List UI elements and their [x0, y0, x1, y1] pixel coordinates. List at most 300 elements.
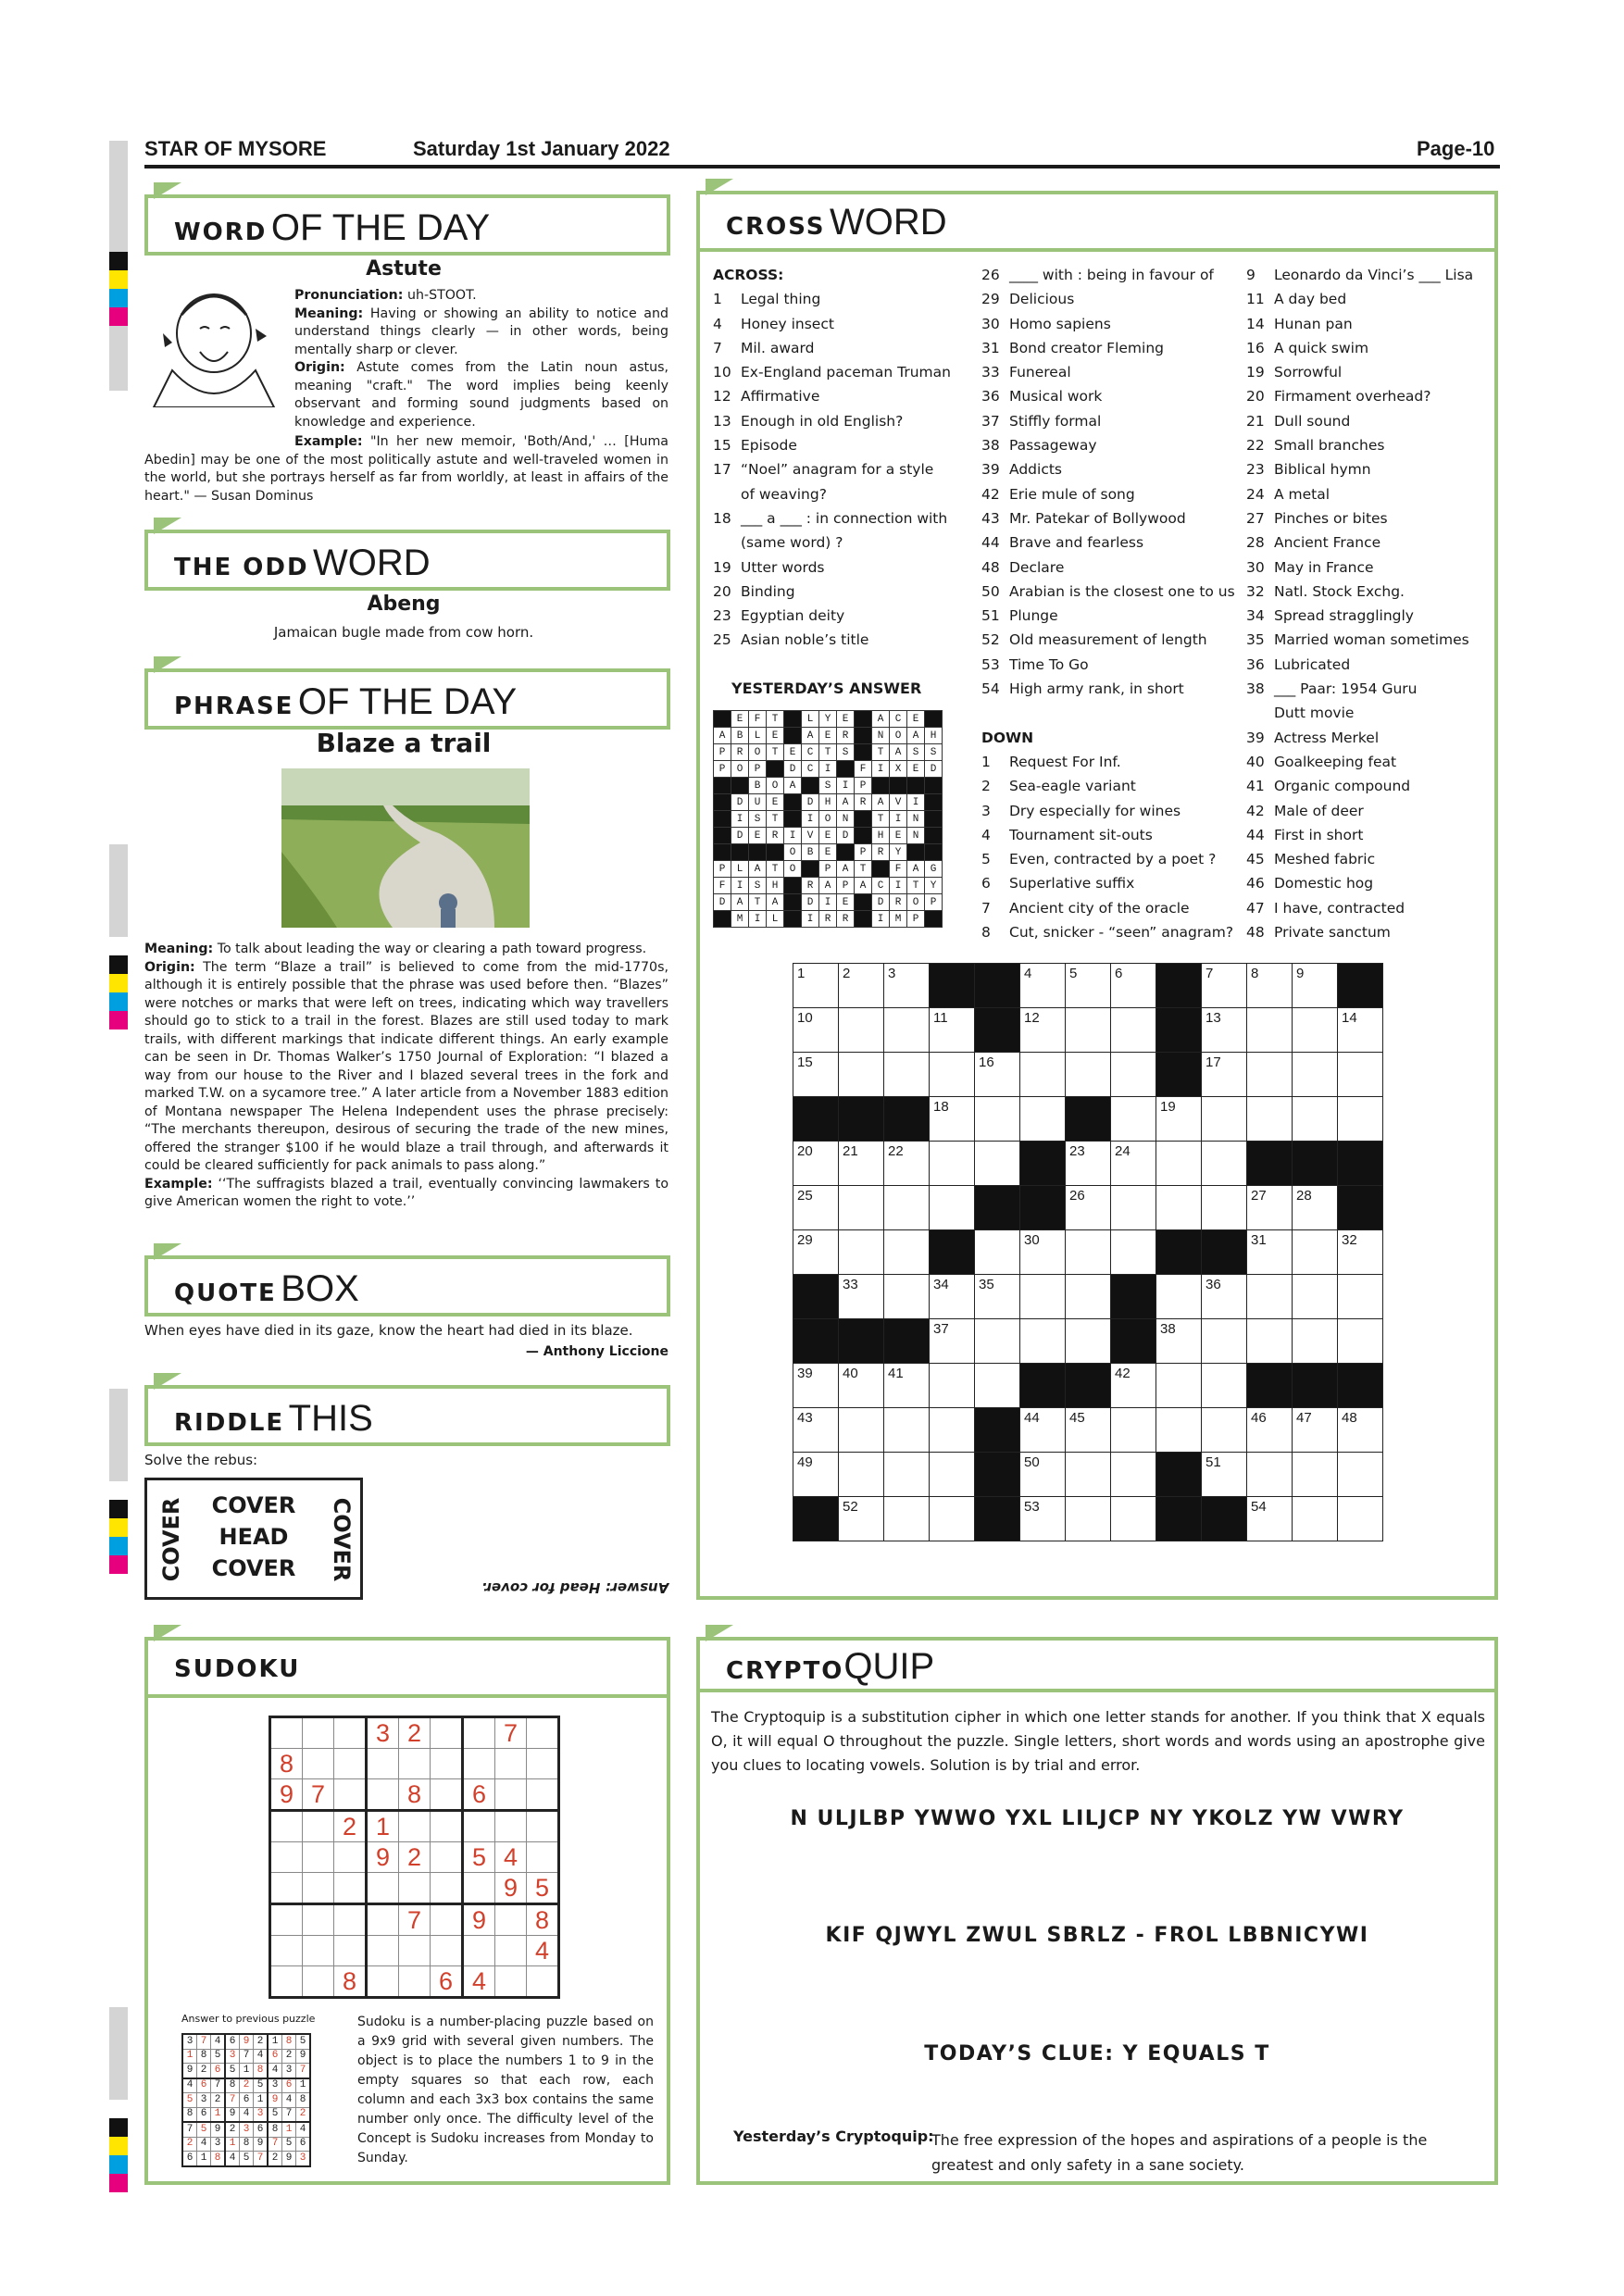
crossword-cell[interactable]	[1066, 1186, 1111, 1230]
crossword-cell[interactable]	[1338, 1497, 1383, 1541]
sudoku-cell[interactable]: 6	[431, 1966, 463, 1998]
crossword-cell[interactable]	[930, 1408, 975, 1453]
crossword-cell[interactable]	[1293, 1497, 1338, 1541]
crossword-cell[interactable]	[1202, 1275, 1247, 1319]
crossword-cell[interactable]	[1111, 1364, 1156, 1408]
answer-cell: R	[837, 911, 855, 928]
sudoku-cell[interactable]	[527, 1749, 559, 1779]
sudoku-cell[interactable]	[367, 1779, 399, 1811]
phrase-body	[144, 941, 668, 1212]
answer-cell: 4	[296, 2122, 311, 2137]
crossword-cell[interactable]	[1066, 964, 1111, 1008]
crossword-cell[interactable]	[884, 1008, 930, 1053]
sudoku-cell[interactable]	[527, 1966, 559, 1998]
clue-number: 6	[981, 875, 991, 892]
sudoku-cell[interactable]	[303, 1904, 334, 1936]
crossword-cell[interactable]	[884, 1230, 930, 1275]
crossword-cell[interactable]	[1247, 1008, 1293, 1053]
cell-number: 52	[843, 1499, 858, 1515]
sudoku-cell[interactable]	[270, 1717, 303, 1749]
answer-cell: 6	[225, 2034, 240, 2049]
sudoku-cell[interactable]	[367, 1873, 399, 1904]
crossword-cell[interactable]	[1156, 1364, 1202, 1408]
clue-number: 9	[1246, 267, 1255, 283]
section-title-big: WORD	[829, 202, 947, 243]
black-square	[1156, 1497, 1202, 1541]
clue-number: 20	[1246, 388, 1265, 406]
crossword-cell[interactable]	[930, 1275, 975, 1319]
crossword-cell[interactable]	[1066, 1008, 1111, 1053]
black-square	[839, 1319, 884, 1364]
sudoku-cell[interactable]	[270, 1966, 303, 1998]
answer-cell: A	[767, 894, 784, 911]
clue-text: Request For Inf.	[1009, 753, 1121, 770]
crossword-cell[interactable]	[793, 1453, 839, 1497]
crossword-cell[interactable]	[975, 1364, 1020, 1408]
clue	[1246, 896, 1496, 920]
sudoku-cell[interactable]: 9	[270, 1779, 303, 1811]
sudoku-cell[interactable]	[495, 1936, 527, 1966]
crossword-cell[interactable]	[1156, 1097, 1202, 1142]
crossword-cell[interactable]	[1066, 1453, 1111, 1497]
sudoku-cell[interactable]: 8	[527, 1904, 559, 1936]
sudoku-cell[interactable]	[463, 1749, 495, 1779]
crossword-cell[interactable]	[1156, 1408, 1202, 1453]
crossword-cell[interactable]	[1111, 1408, 1156, 1453]
crossword-cell[interactable]	[930, 1097, 975, 1142]
sudoku-cell[interactable]: 6	[463, 1779, 495, 1811]
sudoku-cell[interactable]	[303, 1717, 334, 1749]
crossword-cell[interactable]	[1202, 1142, 1247, 1186]
crossword-cell[interactable]	[839, 1186, 884, 1230]
crossword-cell[interactable]	[839, 1275, 884, 1319]
crossword-cell[interactable]	[839, 1142, 884, 1186]
sudoku-cell[interactable]: 9	[495, 1873, 527, 1904]
clue	[1246, 750, 1496, 774]
answer-cell: 9	[296, 2049, 311, 2064]
sudoku-cell[interactable]: 4	[495, 1842, 527, 1873]
crossword-cell[interactable]	[793, 1142, 839, 1186]
crossword-cell[interactable]	[839, 1453, 884, 1497]
crossword-cell[interactable]	[1156, 1319, 1202, 1364]
crossword-cell[interactable]	[930, 1008, 975, 1053]
sudoku-cell[interactable]	[270, 1873, 303, 1904]
sudoku-cell[interactable]: 7	[399, 1904, 431, 1936]
sudoku-cell[interactable]	[527, 1779, 559, 1811]
crossword-cell[interactable]	[1293, 1053, 1338, 1097]
sudoku-cell[interactable]: 1	[367, 1811, 399, 1842]
black-square	[793, 1097, 839, 1142]
crossword-cell[interactable]	[839, 1408, 884, 1453]
crossword-cell[interactable]	[975, 1230, 1020, 1275]
crossword-cell[interactable]	[1020, 1008, 1066, 1053]
sudoku-answer-grid	[181, 2033, 311, 2167]
answer-cell: P	[855, 778, 872, 794]
sudoku-cell[interactable]	[495, 1966, 527, 1998]
black-square	[1066, 1097, 1111, 1142]
crossword-cell[interactable]	[1066, 1408, 1111, 1453]
cell-number: 9	[1296, 966, 1305, 981]
crossword-cell[interactable]	[884, 1408, 930, 1453]
crossword-cell[interactable]	[1293, 1319, 1338, 1364]
crossword-cell[interactable]	[839, 1364, 884, 1408]
crossword-cell[interactable]	[1247, 1497, 1293, 1541]
crossword-grid[interactable]	[793, 963, 1383, 1541]
sudoku-cell[interactable]	[334, 1749, 367, 1779]
crossword-cell[interactable]	[975, 1053, 1020, 1097]
sudoku-cell[interactable]: 5	[463, 1842, 495, 1873]
crossword-cell[interactable]	[1338, 1275, 1383, 1319]
sudoku-cell[interactable]	[270, 1842, 303, 1873]
black-square	[1111, 1319, 1156, 1364]
sudoku-cell[interactable]	[334, 1873, 367, 1904]
label: Pronunciation:	[294, 288, 404, 303]
sudoku-cell[interactable]	[431, 1936, 463, 1966]
sudoku-cell[interactable]	[431, 1842, 463, 1873]
sudoku-cell[interactable]	[303, 1936, 334, 1966]
crossword-cell[interactable]	[1111, 1053, 1156, 1097]
sudoku-cell[interactable]	[431, 1717, 463, 1749]
crossword-cell[interactable]	[1293, 1275, 1338, 1319]
clue-number: 33	[981, 364, 1000, 381]
clue-number: 44	[1246, 826, 1265, 843]
sudoku-cell[interactable]	[367, 1966, 399, 1998]
crossword-cell[interactable]	[1156, 1186, 1202, 1230]
crossword-cell[interactable]	[1202, 1319, 1247, 1364]
crossword-cell[interactable]	[793, 1408, 839, 1453]
clue	[981, 604, 1231, 628]
yesterday-answer-label: YESTERDAY’S ANSWER	[731, 680, 922, 697]
sudoku-cell[interactable]	[334, 1904, 367, 1936]
sudoku-cell[interactable]	[431, 1904, 463, 1936]
crossword-cell[interactable]	[1338, 1097, 1383, 1142]
crossword-cell[interactable]	[1293, 964, 1338, 1008]
crossword-cell[interactable]	[1247, 1097, 1293, 1142]
answer-cell: 3	[197, 2093, 211, 2108]
sudoku-cell[interactable]: 3	[367, 1717, 399, 1749]
sudoku-grid[interactable]	[269, 1716, 560, 1999]
answer-cell: P	[714, 761, 731, 778]
clue-number: 26	[981, 267, 1000, 283]
crossword-cell[interactable]	[975, 1319, 1020, 1364]
clue-text: Lubricated	[1274, 655, 1351, 673]
cell-number: 16	[979, 1054, 994, 1070]
sudoku-cell[interactable]	[431, 1873, 463, 1904]
sudoku-cell[interactable]: 9	[367, 1842, 399, 1873]
sudoku-cell[interactable]	[367, 1936, 399, 1966]
answer-cell: 6	[268, 2049, 282, 2064]
sudoku-cell[interactable]: 4	[463, 1966, 495, 1998]
sudoku-cell[interactable]	[334, 1842, 367, 1873]
crossword-cell[interactable]	[1293, 1230, 1338, 1275]
clue-number: 35	[1246, 631, 1265, 649]
crossword-cell[interactable]	[1066, 1497, 1111, 1541]
crossword-cell[interactable]	[930, 1453, 975, 1497]
answer-cell: R	[819, 911, 837, 928]
crossword-cell[interactable]	[1202, 1097, 1247, 1142]
crossword-cell[interactable]	[930, 1319, 975, 1364]
crossword-cell[interactable]	[1066, 1230, 1111, 1275]
cell-number: 40	[843, 1366, 858, 1381]
crossword-cell[interactable]	[1111, 1497, 1156, 1541]
sudoku-cell[interactable]	[270, 1936, 303, 1966]
crossword-cell[interactable]	[1156, 1275, 1202, 1319]
crossword-cell[interactable]	[839, 1497, 884, 1541]
crossword-cell[interactable]	[930, 1142, 975, 1186]
answer-cell: I	[802, 811, 819, 828]
clue-text: Passageway	[1009, 437, 1097, 455]
crossword-cell[interactable]	[1202, 1453, 1247, 1497]
crossword-cell[interactable]	[975, 1097, 1020, 1142]
crossword-cell[interactable]	[1202, 1186, 1247, 1230]
sudoku-cell[interactable]: 8	[334, 1966, 367, 1998]
crossword-cell[interactable]	[884, 1275, 930, 1319]
sudoku-cell[interactable]	[367, 1904, 399, 1936]
crossword-cell[interactable]	[1202, 964, 1247, 1008]
sudoku-cell[interactable]: 7	[495, 1717, 527, 1749]
crossword-cell[interactable]	[1111, 1453, 1156, 1497]
sudoku-cell[interactable]	[303, 1811, 334, 1842]
crossword-cell[interactable]	[1020, 1230, 1066, 1275]
crossword-cell[interactable]	[1293, 1186, 1338, 1230]
crossword-cell[interactable]	[1111, 1186, 1156, 1230]
sudoku-cell[interactable]	[431, 1811, 463, 1842]
origin: The term “Blaze a trail” is believed to come from the mid-1770s, although it is entirely possible that the phrase was used before then. “Blazes” were notches or marks that were left on trees, indicating which way travellers should go to stick to a trail in the forest. Blazes are still used today to mark trails, with different markings that indicate different things. An early example can be seen in Dr. Thomas Walker’s 1750 Journal of Exploration: “I blazed a way from our house to the River and I blazed several trees in the fork and marked T.W. on a sycamore tree.” A later article from a November 1883 edition of Montana newspaper The Helena Independent uses the phrase precisely: “The merchants thereupon, desirous of securing the trade of the new mines, offered the stranger $100 if he would blaze a trail through, and afterwards it could be cleared sufficiently for pack animals to pass along.”	[144, 959, 668, 1173]
sudoku-cell[interactable]	[334, 1936, 367, 1966]
sudoku-cell[interactable]	[431, 1749, 463, 1779]
crossword-cell[interactable]	[884, 1186, 930, 1230]
crossword-cell[interactable]	[1338, 1319, 1383, 1364]
clue-text: Married woman sometimes	[1274, 631, 1469, 649]
clue	[981, 555, 1231, 580]
sudoku-cell[interactable]: 2	[399, 1842, 431, 1873]
crossword-cell[interactable]	[1247, 1275, 1293, 1319]
crossword-cell[interactable]	[1066, 1319, 1111, 1364]
crossword-cell[interactable]	[1202, 1053, 1247, 1097]
crossword-cell[interactable]	[1293, 1453, 1338, 1497]
crossword-cell[interactable]	[1247, 1186, 1293, 1230]
sudoku-cell[interactable]	[399, 1811, 431, 1842]
crossword-cell[interactable]	[839, 1053, 884, 1097]
answer-cell: P	[819, 861, 837, 878]
crossword-cell[interactable]	[1202, 1364, 1247, 1408]
crossword-cell[interactable]	[884, 1053, 930, 1097]
crossword-cell[interactable]	[975, 1142, 1020, 1186]
answer-cell: 8	[282, 2034, 296, 2049]
crossword-cell[interactable]	[1202, 1408, 1247, 1453]
crossword-cell[interactable]	[884, 1142, 930, 1186]
clue-number: 39	[1246, 729, 1265, 746]
sudoku-cell[interactable]	[399, 1873, 431, 1904]
sudoku-cell[interactable]	[495, 1779, 527, 1811]
sudoku-cell[interactable]	[495, 1904, 527, 1936]
crossword-cell[interactable]	[884, 1497, 930, 1541]
crossword-cell[interactable]	[930, 1364, 975, 1408]
answer-cell: D	[731, 794, 749, 811]
crossword-cell[interactable]	[930, 1497, 975, 1541]
crossword-cell[interactable]	[1156, 1142, 1202, 1186]
crossword-cell[interactable]	[1202, 1008, 1247, 1053]
answer-cell: P	[837, 878, 855, 894]
sudoku-cell[interactable]	[463, 1873, 495, 1904]
crossword-cell[interactable]	[1020, 964, 1066, 1008]
sudoku-cell[interactable]	[303, 1842, 334, 1873]
answer-cell: I	[731, 811, 749, 828]
answer-cell: A	[802, 728, 819, 744]
sudoku-cell[interactable]: 2	[399, 1717, 431, 1749]
crossword-cell[interactable]	[1111, 1142, 1156, 1186]
sudoku-cell[interactable]	[495, 1749, 527, 1779]
answer-cell: T	[767, 811, 784, 828]
sudoku-cell[interactable]	[399, 1936, 431, 1966]
crossword-cell[interactable]	[1020, 1453, 1066, 1497]
crossword-cell[interactable]	[1338, 1453, 1383, 1497]
sudoku-cell[interactable]	[463, 1936, 495, 1966]
crossword-cell[interactable]	[1338, 1408, 1383, 1453]
crossword-cell[interactable]	[1293, 1008, 1338, 1053]
sudoku-cell[interactable]	[303, 1749, 334, 1779]
crossword-cell[interactable]	[1247, 1408, 1293, 1453]
clue-text: Ex-England paceman Truman	[741, 364, 951, 381]
crossword-cell[interactable]	[1020, 1408, 1066, 1453]
crossword-cell[interactable]	[1066, 1275, 1111, 1319]
section-title-small: CROSS	[726, 213, 826, 241]
sudoku-cell[interactable]: 8	[399, 1779, 431, 1811]
sudoku-cell[interactable]	[399, 1966, 431, 1998]
crossword-cell[interactable]	[1020, 1497, 1066, 1541]
answer-cell: D	[714, 894, 731, 911]
crossword-cell[interactable]	[884, 964, 930, 1008]
crossword-cell[interactable]	[1066, 1053, 1111, 1097]
cell-number: 11	[933, 1010, 948, 1026]
crossword-cell[interactable]	[930, 1053, 975, 1097]
registration-mark	[109, 1011, 128, 1029]
crossword-cell[interactable]	[884, 1453, 930, 1497]
sudoku-cell[interactable]	[303, 1966, 334, 1998]
crossword-cell[interactable]	[1247, 1230, 1293, 1275]
black-square	[784, 911, 802, 928]
answer-cell: I	[907, 794, 925, 811]
sudoku-cell[interactable]	[270, 1811, 303, 1842]
margin-bar	[109, 844, 128, 937]
cell-number: 3	[888, 966, 896, 981]
crossword-cell[interactable]	[1247, 1319, 1293, 1364]
sudoku-cell[interactable]	[334, 1717, 367, 1749]
black-square	[802, 861, 819, 878]
crossword-cell[interactable]	[1293, 1097, 1338, 1142]
crossword-cell[interactable]	[839, 1230, 884, 1275]
answer-cell: B	[731, 728, 749, 744]
clue-text: Ancient city of the oracle	[1009, 899, 1190, 917]
crossword-cell[interactable]	[1020, 1097, 1066, 1142]
sudoku-cell[interactable]: 9	[463, 1904, 495, 1936]
crossword-cell[interactable]	[793, 964, 839, 1008]
sudoku-cell[interactable]	[431, 1779, 463, 1811]
crossword-cell[interactable]	[1338, 1053, 1383, 1097]
cell-number: 18	[933, 1099, 949, 1115]
sudoku-cell[interactable]	[527, 1717, 559, 1749]
crossword-cell[interactable]	[1247, 964, 1293, 1008]
sudoku-cell[interactable]: 4	[527, 1936, 559, 1966]
answer-cell: T	[855, 861, 872, 878]
clue-text: Tournament sit-outs	[1009, 826, 1153, 843]
crossword-cell[interactable]	[1111, 1097, 1156, 1142]
answer-cell: S	[749, 811, 767, 828]
crossword-cell[interactable]	[793, 1364, 839, 1408]
crossword-cell[interactable]	[1111, 1230, 1156, 1275]
crossword-cell[interactable]	[1020, 1275, 1066, 1319]
crossword-cell[interactable]	[1020, 1053, 1066, 1097]
sudoku-cell[interactable]: 7	[303, 1779, 334, 1811]
registration-mark	[109, 2155, 128, 2174]
crossword-cell[interactable]	[1020, 1319, 1066, 1364]
sudoku-cell[interactable]	[463, 1717, 495, 1749]
black-square	[872, 861, 890, 878]
crossword-cell[interactable]	[1293, 1408, 1338, 1453]
clue-number: 3	[981, 802, 991, 819]
cell-number: 51	[1206, 1454, 1221, 1470]
answer-cell: F	[855, 761, 872, 778]
clue-number: 18	[713, 509, 731, 527]
crossword-cell[interactable]	[1338, 1230, 1383, 1275]
sudoku-cell[interactable]	[495, 1811, 527, 1842]
sudoku-cell[interactable]	[463, 1811, 495, 1842]
crossword-cell[interactable]	[793, 1053, 839, 1097]
crossword-cell[interactable]	[839, 1008, 884, 1053]
sudoku-cell[interactable]	[527, 1811, 559, 1842]
crossword-cell[interactable]	[793, 1230, 839, 1275]
section-title-small: CRYPTO	[726, 1657, 844, 1685]
clue-text: Mil. award	[741, 339, 815, 356]
sudoku-cell[interactable]: 2	[334, 1811, 367, 1842]
odd-word-titlebox	[144, 530, 670, 591]
black-square	[793, 1497, 839, 1541]
crossword-cell[interactable]	[1111, 1008, 1156, 1053]
answer-cell: 5	[211, 2049, 226, 2064]
clue	[981, 750, 1231, 774]
crossword-cell[interactable]	[839, 964, 884, 1008]
crossword-cell[interactable]	[1111, 964, 1156, 1008]
crossword-cell[interactable]	[930, 1186, 975, 1230]
answer-cell: M	[731, 911, 749, 928]
clue-text: Ancient France	[1274, 534, 1381, 552]
crossword-cell[interactable]	[1338, 1008, 1383, 1053]
crossword-cell[interactable]	[1247, 1453, 1293, 1497]
sudoku-cell[interactable]	[303, 1873, 334, 1904]
sudoku-cell[interactable]	[367, 1749, 399, 1779]
sudoku-cell[interactable]	[334, 1779, 367, 1811]
sudoku-cell[interactable]: 5	[527, 1873, 559, 1904]
clue-number: 13	[713, 412, 731, 430]
sudoku-cell[interactable]	[270, 1904, 303, 1936]
clue-text: Natl. Stock Exchg.	[1274, 582, 1405, 600]
answer-cell: 3	[254, 2107, 269, 2122]
cryptoquip-intro: The Cryptoquip is a substitution cipher in which one letter stands for another. If you think that X equals O, it will equal O throughout the puzzle. Single letters, short words and words using an apostrophe give you clues to locating vowels. Solution is by trial and error.	[711, 1708, 1485, 1774]
cell-number: 6	[1115, 966, 1123, 981]
crossword-cell[interactable]	[1066, 1142, 1111, 1186]
sudoku-cell[interactable]: 8	[270, 1749, 303, 1779]
crossword-cell[interactable]	[884, 1364, 930, 1408]
sudoku-cell[interactable]	[399, 1749, 431, 1779]
crossword-cell[interactable]	[975, 1275, 1020, 1319]
clue-text: ____ with : being in favour of	[1009, 267, 1214, 283]
clue-text: Sea-eagle variant	[1009, 778, 1136, 795]
crossword-cell[interactable]	[1247, 1053, 1293, 1097]
crossword-cell[interactable]	[793, 1186, 839, 1230]
sudoku-cell[interactable]	[527, 1842, 559, 1873]
black-square	[855, 828, 872, 844]
crossword-cell[interactable]	[793, 1008, 839, 1053]
